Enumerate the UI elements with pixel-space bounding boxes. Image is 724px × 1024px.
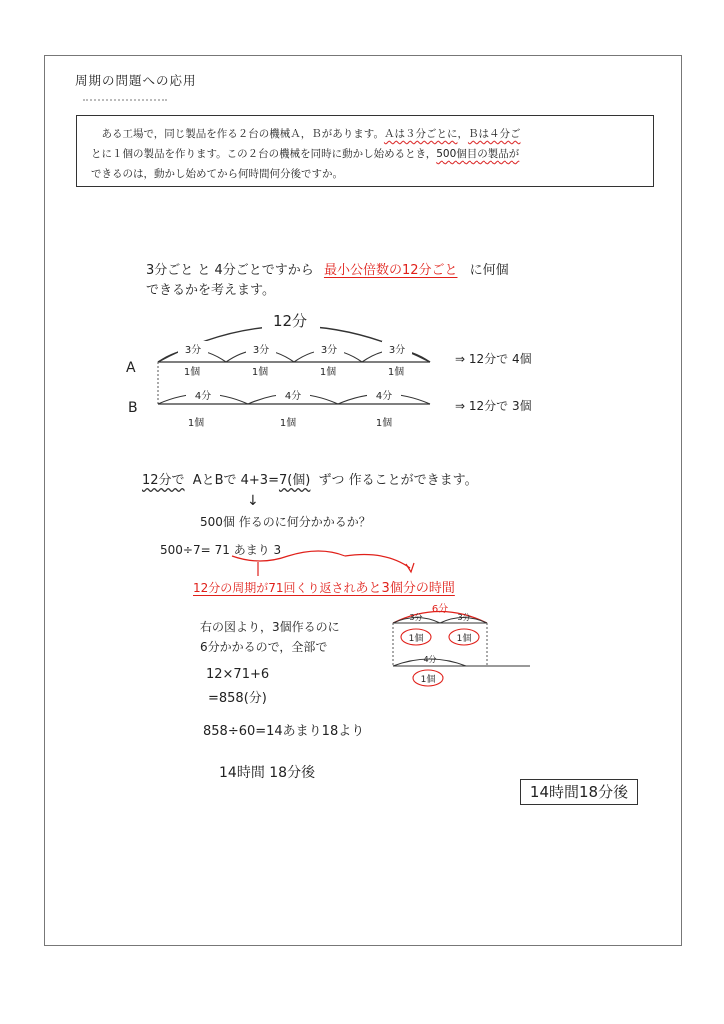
a-interval-3: 3分 [320, 345, 338, 356]
a-interval-1: 3分 [184, 345, 202, 356]
solution-line-6 [193, 577, 455, 596]
a-interval-2: 3分 [252, 345, 270, 356]
a-item-1: 1個 [183, 367, 201, 378]
problem-seg: ， [457, 128, 468, 140]
problem-seg: と [91, 148, 102, 160]
page-title: 周期の問題への応用 [75, 73, 197, 88]
b-interval-3: 4分 [375, 391, 393, 402]
small-b-label: 4分 [423, 655, 437, 664]
calc-line-1: 12×71+6 [206, 667, 270, 682]
b-interval-2: 4分 [284, 391, 302, 402]
problem-seg: ある工場で，同じ製品を作る２台の機械Ａ，Ｂがあります。 [101, 128, 384, 140]
b-item-3: 1個 [375, 418, 393, 429]
a-item-4: 1個 [387, 367, 405, 378]
lcm-highlight: 最小公倍数の12分ごと [323, 263, 458, 278]
solution-text: 500÷7= [160, 543, 211, 557]
answer-box: 14時間18分後 [520, 779, 638, 805]
b-result: ⇒ 12分で 3個 [455, 399, 532, 413]
a-interval-4: 3分 [388, 345, 406, 356]
cycle-repeat-text: 12分の周期が71回くり返され [193, 581, 356, 595]
explain-line-2: 6分かかるので，全部で [200, 640, 328, 654]
calc-line-3: 858÷60=14あまり18より [203, 724, 365, 739]
small-b-item: 1個 [420, 675, 436, 685]
solution-text: 3分ごと と 4分ごとですから [146, 263, 314, 278]
problem-highlight-500: 500個目の製品が [436, 148, 520, 160]
problem-highlight-a: Ａは３分ごとに [383, 128, 458, 140]
small-item-2: 1個 [456, 634, 472, 644]
diagram-total-label: 12分 [272, 312, 308, 330]
row-b-label: B [128, 400, 138, 416]
result-line: 14時間 18分後 [219, 765, 316, 781]
solution-text: AとBで 4+3= [192, 473, 279, 488]
remaining-time-text: あと3個分の時間 [355, 581, 455, 596]
a-result: ⇒ 12分で 4個 [455, 352, 532, 366]
problem-seg: できるのは，動かし始めてから何時間何分後ですか。 [91, 168, 343, 180]
small-item-1: 1個 [408, 634, 424, 644]
solution-line-2: できるかを考えます。 [146, 283, 275, 298]
small-seg-1: 3分 [409, 613, 423, 622]
a-item-2: 1個 [251, 367, 269, 378]
solution-text: に何個 [469, 263, 509, 278]
down-arrow: ↓ [247, 493, 259, 509]
solution-line-4: 500個 作るのに何分かかるか？ [200, 515, 371, 529]
small-seg-2: 3分 [457, 613, 471, 622]
b-item-2: 1個 [279, 418, 297, 429]
small-top-label: 6分 [431, 604, 449, 615]
quotient-remainder: 71 あまり 3 [214, 543, 282, 557]
solution-text: 12分で [142, 473, 185, 488]
seven-per-cycle: 7(個) [278, 473, 311, 488]
a-item-3: 1個 [319, 367, 337, 378]
problem-seg: に１個の製品を作ります。この２台の機械を同時に動かし始めるとき， [101, 148, 437, 160]
calc-line-2: =858(分) [208, 691, 267, 706]
b-item-1: 1個 [187, 418, 205, 429]
solution-text: ずつ 作ることができます。 [318, 473, 478, 488]
row-a-label: A [126, 360, 136, 376]
b-interval-1: 4分 [194, 391, 212, 402]
solution-line-3 [142, 469, 478, 488]
solution-line-5 [160, 541, 281, 558]
problem-highlight-b: Ｂは４分ご [467, 128, 521, 140]
explain-line-1: 右の図より，3個作るのに [200, 620, 340, 634]
